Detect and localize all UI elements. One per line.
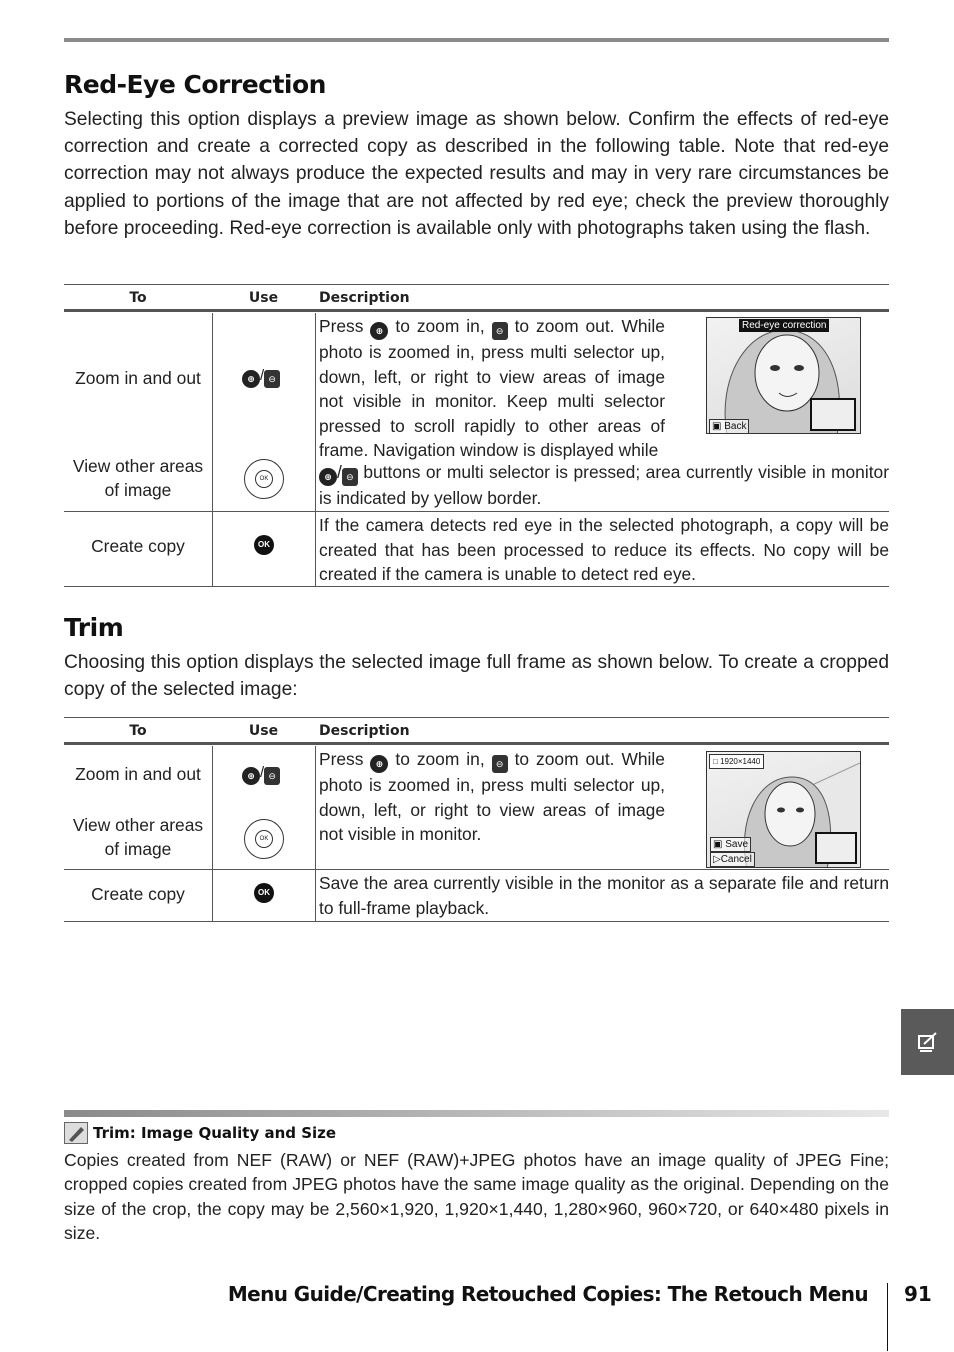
zoom-out-icon: ⊖	[342, 468, 358, 486]
trim-table	[64, 717, 889, 744]
zoom-in-icon: ⊕	[370, 755, 388, 773]
section-heading-redeye: Red-Eye Correction	[64, 70, 326, 99]
trim-intro: Choosing this option displays the selected image full frame as shown below. To create a cropped copy of the selected image:	[64, 652, 889, 701]
top-rule	[64, 38, 889, 42]
col-header-description: Description	[315, 718, 889, 744]
zoom-in-icon: ⊕	[242, 767, 260, 785]
to-zoom: Zoom in and out	[75, 763, 201, 784]
to-create-copy: Create copy	[91, 883, 185, 904]
create-copy-desc-redeye: If the camera detects red eye in the selected photograph, a copy will be created that has been processed to reduce its effects. No copy will be created if the camera is unable to detect red eye.	[319, 515, 889, 584]
col-header-description: Description	[315, 285, 889, 311]
footer-title: Menu Guide/Creating Retouched Copies: The Retouch Menu	[227, 1282, 868, 1306]
zoom-desc-trim: Press ⊕ to zoom in, ⊖ to zoom out. While photo is zoomed in, press multi selector up, down, left, or right to view areas of image not visible in monitor.	[319, 749, 665, 844]
note-bar	[64, 1110, 889, 1117]
page-number: 91	[904, 1282, 932, 1306]
zoom-buttons: ⊕ / ⊖	[242, 367, 280, 388]
zoom-out-icon: ⊖	[264, 767, 280, 785]
multi-selector-icon: OK	[244, 819, 284, 859]
create-copy-desc-trim: Save the area currently visible in the monitor as a separate file and return to full-frame playback.	[319, 873, 889, 918]
note-title: Trim: Image Quality and Size	[64, 1122, 336, 1144]
multi-selector-icon: OK	[244, 459, 284, 499]
zoom-out-icon: ⊖	[264, 370, 280, 388]
section-heading-trim: Trim	[64, 613, 124, 642]
header-double-rule	[64, 309, 889, 312]
trim-preview-image: □ 1920×1440 ▣ Save ▷Cancel	[706, 751, 861, 868]
to-zoom: Zoom in and out	[75, 367, 201, 388]
col-header-use: Use	[212, 285, 315, 311]
header-double-rule	[64, 742, 889, 745]
zoom-in-icon: ⊕	[370, 322, 388, 340]
zoom-buttons: ⊕ / ⊖	[242, 764, 280, 785]
retouch-menu-icon	[916, 1030, 940, 1054]
pencil-note-icon	[64, 1122, 88, 1144]
zoom-out-icon: ⊖	[492, 755, 508, 773]
retouch-menu-tab	[901, 1009, 954, 1075]
zoom-out-icon: ⊖	[492, 322, 508, 340]
redeye-preview-image: Red-eye correction ▣ Back	[706, 317, 861, 434]
zoom-desc-redeye: Press ⊕ to zoom in, ⊖ to zoom out. While photo is zoomed in, press multi selector up, down, left, or right to view areas of image not visible in monitor. Keep multi selector pressed to scroll rapidly to other areas of frame. Navigation window is displayed while	[319, 316, 665, 460]
zoom-in-icon: ⊕	[319, 468, 337, 486]
col-header-use: Use	[212, 718, 315, 744]
ok-button-icon: OK	[254, 883, 274, 903]
zoom-in-icon: ⊕	[242, 370, 260, 388]
trim-row-create	[64, 870, 889, 922]
to-view-areas: View other areas of image	[72, 455, 204, 500]
to-create-copy: Create copy	[91, 535, 185, 556]
redeye-table	[64, 284, 889, 311]
to-view-areas: View other areas of image	[72, 814, 204, 859]
redeye-intro: Selecting this option displays a preview image as shown below. Confirm the effects of red-eye correction and create a corrected copy as described in the following table. Note that red-eye correction may not always produce the expected results and may in very rare circumstances be applied to portions of the image that are not affected by red eye; check the preview thoroughly before proceeding. Red-eye correction is available only with photographs taken using the flash.	[64, 109, 889, 239]
zoom-desc-redeye-cont: ⊕ / ⊖ buttons or multi selector is pressed; area currently visible in monitor is indicated by yellow border.	[319, 462, 889, 508]
footer-divider	[887, 1283, 888, 1351]
col-header-to: To	[64, 285, 212, 311]
redeye-row-create	[64, 512, 889, 587]
note-text: Copies created from NEF (RAW) or NEF (RAW)+JPEG photos have an image quality of JPEG Fine; cropped copies created from JPEG photos have the same image quality as the original. Depending on the size of the crop, the copy may be 2,560×1,920, 1,920×1,440, 1,280×960, 960×720, or 640×480 pixels in size.	[64, 1150, 889, 1244]
ok-button-icon: OK	[254, 535, 274, 555]
redeye-row-zoom-navigate	[64, 313, 889, 512]
trim-row-zoom-navigate	[64, 746, 889, 870]
col-header-to: To	[64, 718, 212, 744]
